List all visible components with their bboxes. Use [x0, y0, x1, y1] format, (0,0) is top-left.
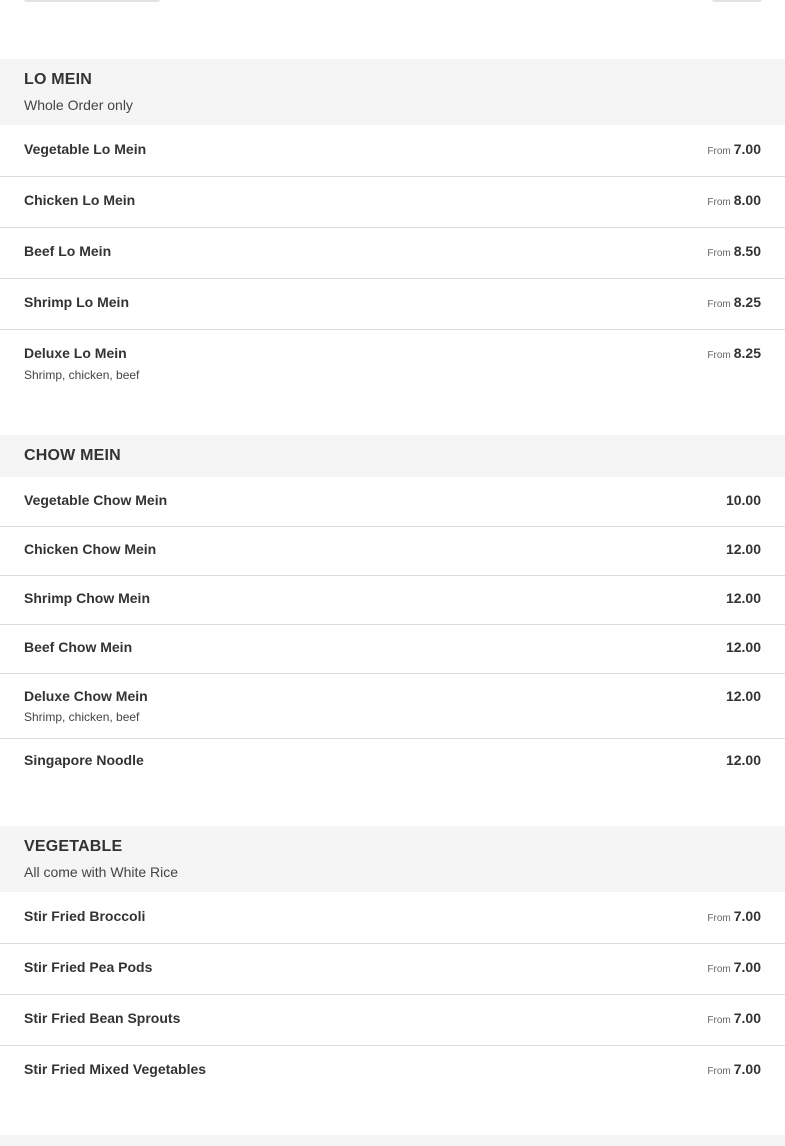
- menu-item-beef-chow-mein[interactable]: [0, 624, 785, 673]
- price-prefix: From: [707, 1066, 731, 1077]
- item-name: Singapore Noodle: [24, 752, 144, 768]
- item-price: [726, 688, 761, 706]
- item-price: [726, 492, 761, 510]
- item-price: [707, 345, 761, 363]
- item-name: Vegetable Lo Mein: [24, 141, 147, 157]
- section-title: LO MEIN: [24, 71, 93, 88]
- menu-item-shrimp-lo-mein[interactable]: [0, 278, 785, 329]
- item-name: Stir Fried Broccoli: [24, 908, 146, 924]
- price-prefix: From: [707, 350, 731, 361]
- price-prefix: From: [707, 1015, 731, 1026]
- clipped-previous-item-price: [712, 0, 762, 2]
- price-value: 7.00: [733, 1010, 761, 1026]
- item-price: [726, 541, 761, 559]
- price-prefix: From: [707, 913, 731, 924]
- item-price: [707, 243, 761, 261]
- menu-item-stir-fried-broccoli[interactable]: [0, 892, 785, 943]
- price-prefix: From: [707, 299, 731, 310]
- item-name: Deluxe Chow Mein: [24, 688, 148, 704]
- item-name: Vegetable Chow Mein: [24, 492, 168, 508]
- section-title: VEGETABLE: [24, 838, 123, 855]
- menu-item-shrimp-chow-mein[interactable]: [0, 575, 785, 624]
- item-name: Stir Fried Mixed Vegetables: [24, 1061, 207, 1077]
- item-price: [707, 141, 761, 159]
- menu-item-stir-fried-bean-sprouts[interactable]: [0, 994, 785, 1045]
- item-price: [726, 639, 761, 657]
- item-name: Chicken Lo Mein: [24, 192, 136, 208]
- section-subtitle: Whole Order only: [24, 97, 133, 113]
- section-title: CHOW MEIN: [24, 447, 121, 464]
- price-prefix: From: [707, 248, 731, 259]
- item-name: Chicken Chow Mein: [24, 541, 157, 557]
- price-value: 7.00: [733, 908, 761, 924]
- item-price: [707, 959, 761, 977]
- price-value: 8.25: [733, 294, 761, 310]
- menu-item-chicken-chow-mein[interactable]: [0, 526, 785, 575]
- item-price: [707, 1010, 761, 1028]
- section-header-chow-mein: [0, 435, 785, 477]
- item-price: [707, 1061, 761, 1079]
- section-header-vegetable: [0, 826, 785, 892]
- item-name: Beef Lo Mein: [24, 243, 112, 259]
- item-name: Stir Fried Pea Pods: [24, 959, 153, 975]
- item-price: [726, 590, 761, 608]
- item-name: Shrimp Lo Mein: [24, 294, 129, 310]
- price-value: 10.00: [725, 492, 761, 508]
- price-value: 12.00: [725, 590, 761, 606]
- item-price: [707, 294, 761, 312]
- section-header-lo-mein: [0, 59, 785, 125]
- menu-item-singapore-noodle[interactable]: [0, 738, 785, 787]
- price-value: 8.00: [733, 192, 761, 208]
- menu-item-vegetable-chow-mein[interactable]: [0, 477, 785, 526]
- menu-item-beef-lo-mein[interactable]: [0, 227, 785, 278]
- price-value: 12.00: [725, 752, 761, 768]
- price-value: 7.00: [733, 1061, 761, 1077]
- item-name: Deluxe Lo Mein: [24, 345, 127, 361]
- menu-item-chicken-lo-mein[interactable]: [0, 176, 785, 227]
- menu-item-deluxe-chow-mein[interactable]: [0, 673, 785, 738]
- price-value: 12.00: [725, 541, 761, 557]
- price-prefix: From: [707, 197, 731, 208]
- item-description: Shrimp, chicken, beef: [24, 710, 140, 724]
- price-prefix: From: [707, 964, 731, 975]
- menu-item-stir-fried-mixed-vegetables[interactable]: [0, 1045, 785, 1096]
- price-value: 8.50: [733, 243, 761, 259]
- item-name: Stir Fried Bean Sprouts: [24, 1010, 181, 1026]
- item-price: [707, 192, 761, 210]
- menu-item-stir-fried-pea-pods[interactable]: [0, 943, 785, 994]
- price-value: 12.00: [725, 688, 761, 704]
- price-value: 8.25: [733, 345, 761, 361]
- menu-item-deluxe-lo-mein[interactable]: [0, 329, 785, 395]
- price-value: 12.00: [725, 639, 761, 655]
- item-price: [707, 908, 761, 926]
- item-name: Shrimp Chow Mein: [24, 590, 150, 606]
- item-name: Beef Chow Mein: [24, 639, 133, 655]
- menu-item-vegetable-lo-mein[interactable]: [0, 125, 785, 176]
- clipped-previous-item-name: [24, 0, 160, 2]
- price-value: 7.00: [733, 141, 761, 157]
- item-description: Shrimp, chicken, beef: [24, 368, 140, 382]
- price-value: 7.00: [733, 959, 761, 975]
- price-prefix: From: [707, 146, 731, 157]
- section-subtitle: All come with White Rice: [24, 864, 179, 880]
- item-price: [726, 752, 761, 770]
- section-header-next: [0, 1135, 785, 1146]
